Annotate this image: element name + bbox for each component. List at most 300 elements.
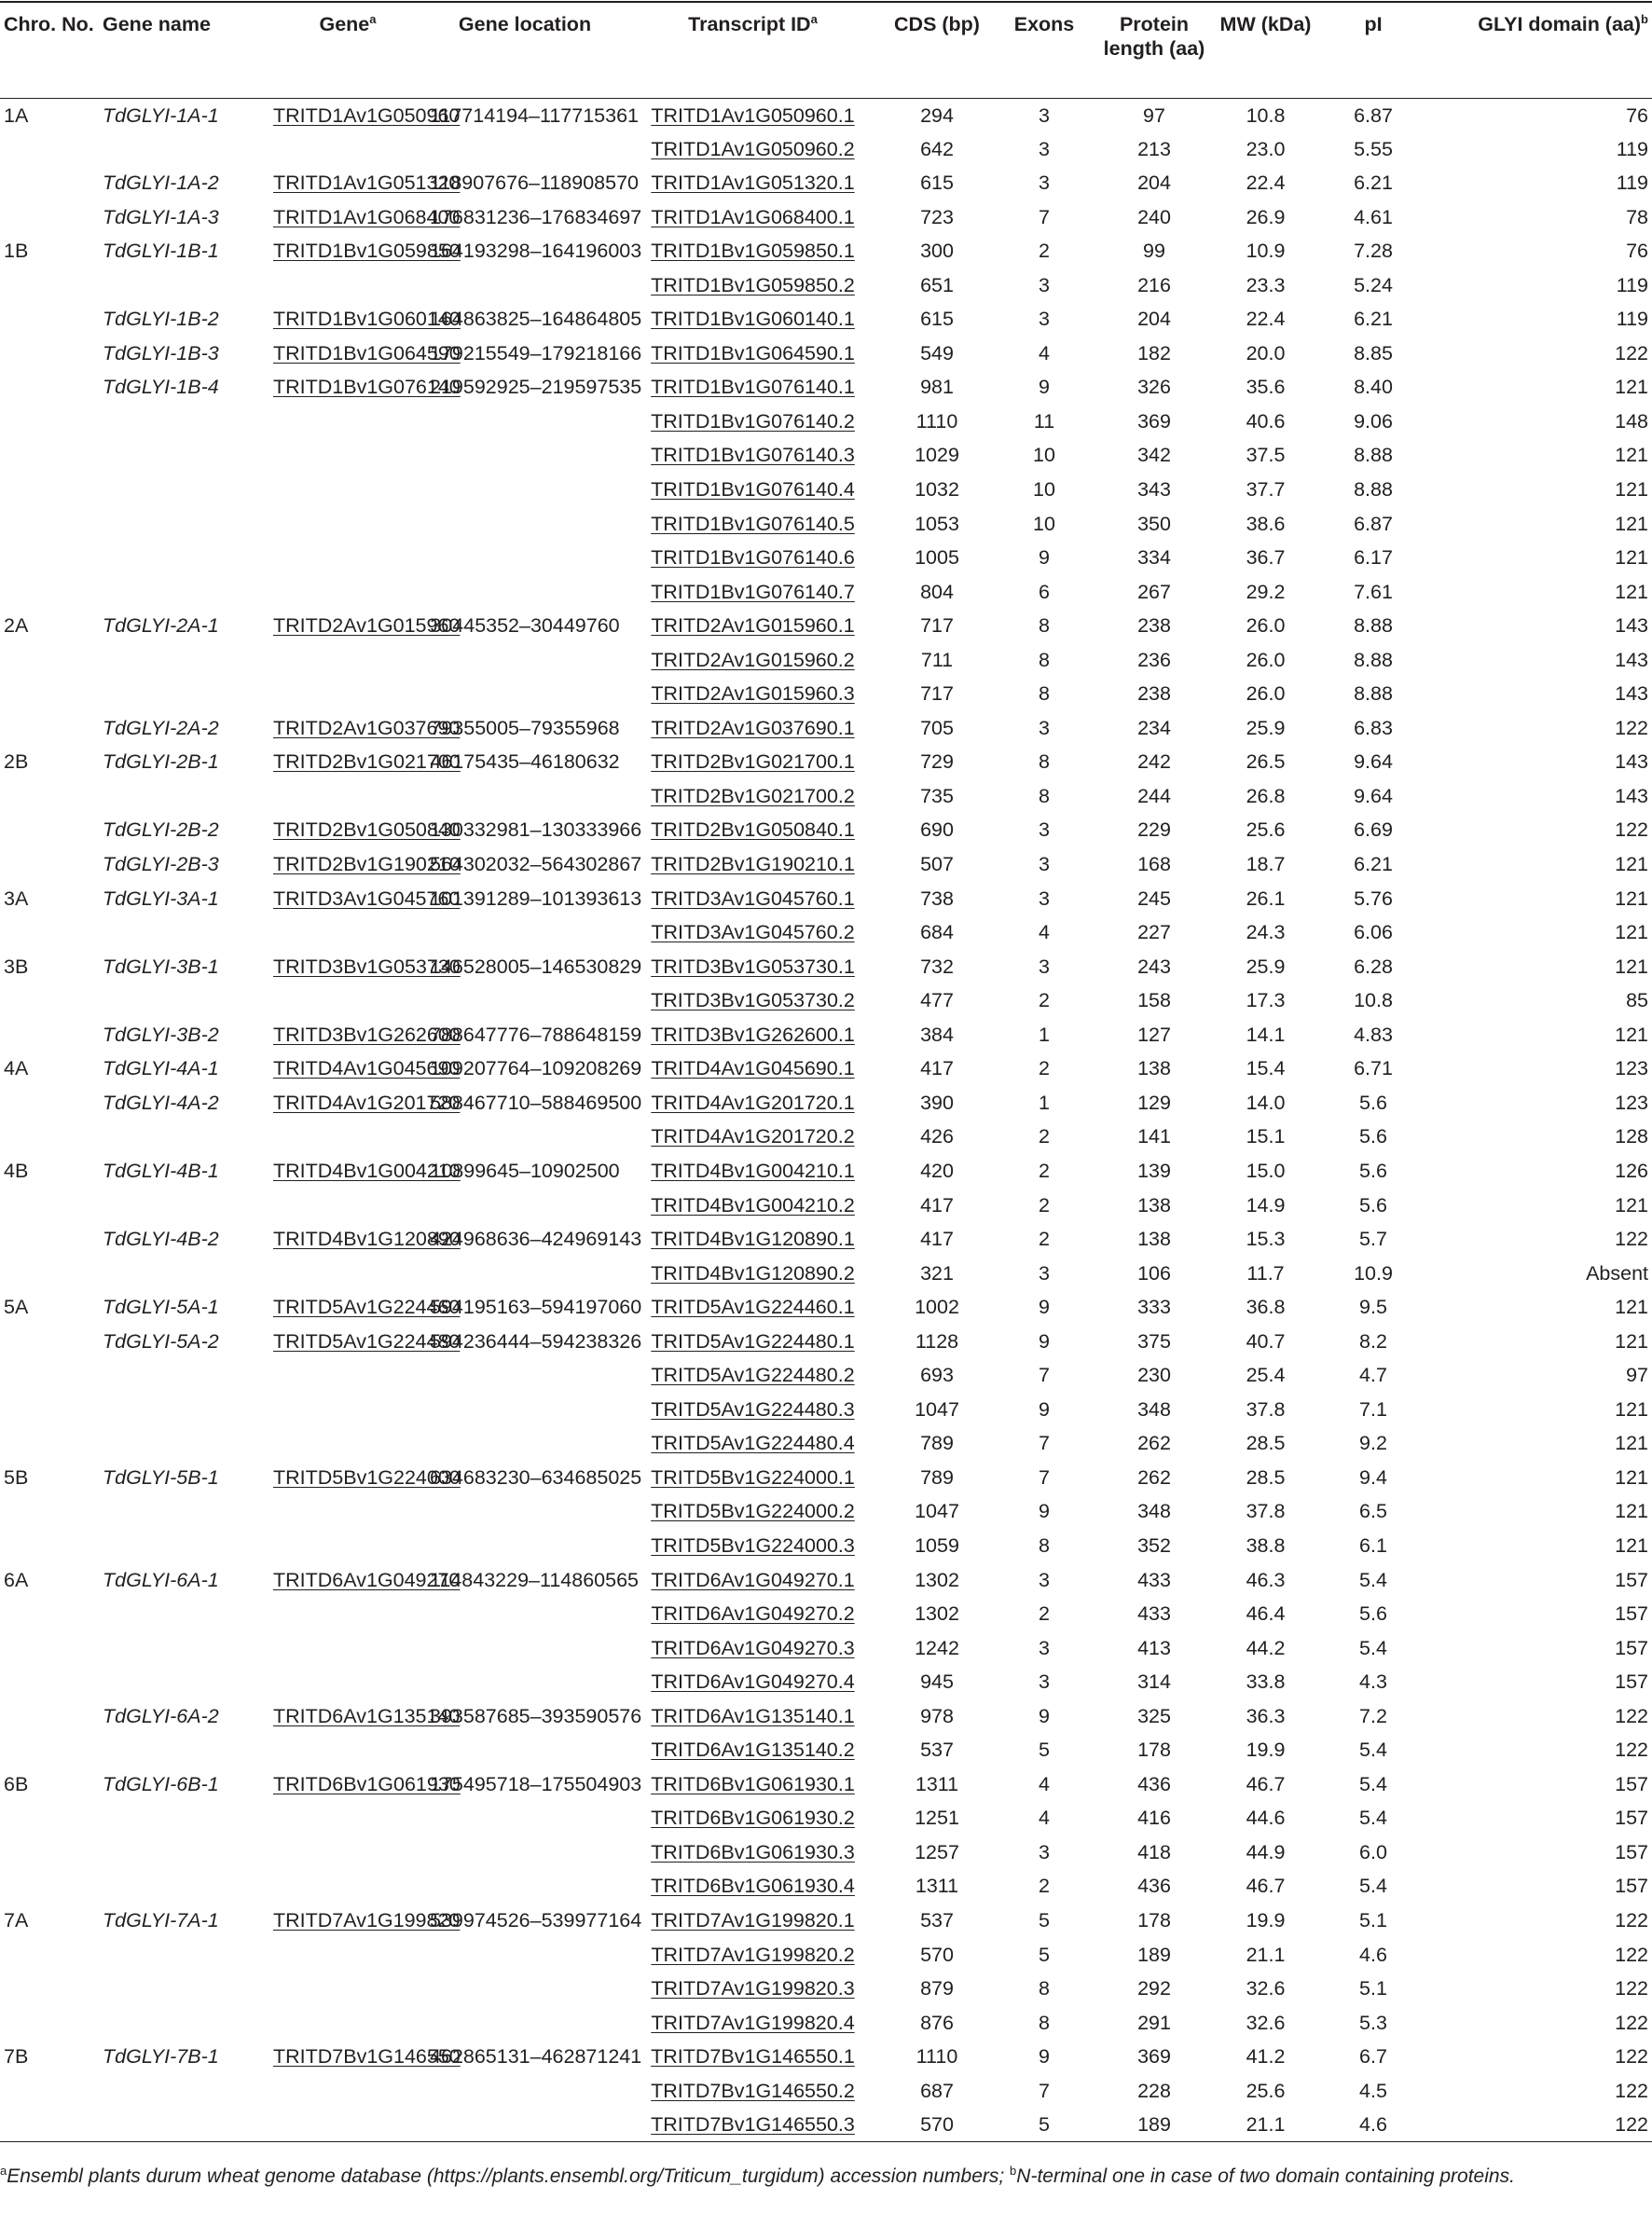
cell-mw: 44.9 bbox=[1246, 1840, 1286, 1863]
cell-chromosome bbox=[0, 1665, 99, 1699]
gene-accession-link[interactable]: TRITD2Av1G015960 bbox=[273, 614, 461, 638]
gene-accession-link[interactable]: TRITD7Bv1G146550 bbox=[273, 2045, 461, 2069]
transcript-accession-link[interactable]: TRITD3Bv1G053730.1 bbox=[651, 955, 855, 978]
transcript-accession-link[interactable]: TRITD7Av1G199820.1 bbox=[651, 1908, 855, 1931]
gene-accession-link[interactable]: TRITD5Bv1G224000 bbox=[273, 1465, 461, 1489]
cell-cds: 1029 bbox=[915, 444, 959, 467]
cell-transcript-link bbox=[624, 983, 882, 1018]
cell-gene-location bbox=[426, 438, 624, 473]
cell-gene-link bbox=[269, 541, 426, 575]
cell-transcript-link bbox=[624, 847, 882, 882]
cell-pi: 5.3 bbox=[1359, 2011, 1387, 2034]
cell-gene-name bbox=[99, 677, 269, 711]
cell-glyi-domain: 121 bbox=[1615, 1397, 1648, 1421]
cell-exons: 8 bbox=[1039, 1977, 1050, 2000]
cell-cds: 1047 bbox=[915, 1500, 959, 1523]
cell-mw: 15.4 bbox=[1246, 1057, 1286, 1080]
cell-mw: 44.6 bbox=[1246, 1807, 1286, 1830]
cell-glyi-domain: 121 bbox=[1615, 1465, 1648, 1489]
cell-glyi-domain: 122 bbox=[1427, 2108, 1652, 2142]
cell-transcript-link bbox=[624, 438, 882, 473]
cell-exons: 9 bbox=[1039, 1500, 1050, 1523]
cell-gene-link bbox=[269, 779, 426, 814]
table-row bbox=[0, 1597, 1652, 1631]
cell-mw: 37.8 bbox=[1246, 1397, 1286, 1421]
cell-transcript-link bbox=[624, 473, 882, 507]
cell-exons: 9 bbox=[1039, 1704, 1050, 1727]
cell-cds: 711 bbox=[920, 648, 954, 671]
transcript-accession-link[interactable]: TRITD5Av1G224460.1 bbox=[651, 1296, 855, 1319]
cell-gene-name bbox=[99, 643, 269, 678]
cell-cds: 789 bbox=[920, 1465, 954, 1489]
cell-transcript-link bbox=[624, 1494, 882, 1529]
cell-glyi-domain: 122 bbox=[1615, 1943, 1648, 1966]
cell-chromosome bbox=[0, 847, 99, 882]
gene-accession-link[interactable]: TRITD5Av1G224480 bbox=[273, 1329, 461, 1353]
table-row bbox=[0, 1904, 1652, 1938]
transcript-accession-link[interactable]: TRITD1Av1G050960.1 bbox=[651, 103, 855, 127]
transcript-accession-link[interactable]: TRITD6Av1G049270.4 bbox=[651, 1670, 855, 1694]
transcript-accession-link[interactable]: TRITD1Av1G068400.1 bbox=[651, 205, 855, 228]
cell-glyi-domain: 122 bbox=[1615, 1704, 1648, 1727]
cell-protein-length: 106 bbox=[1137, 1261, 1171, 1285]
cell-chromosome bbox=[0, 1120, 99, 1154]
cell-pi: 6.87 bbox=[1354, 512, 1393, 535]
cell-gene-location bbox=[426, 1426, 624, 1461]
table-row bbox=[0, 98, 1652, 132]
cell-cds: 420 bbox=[920, 1159, 954, 1182]
cell-transcript-link bbox=[624, 1665, 882, 1699]
transcript-accession-link[interactable]: TRITD1Bv1G076140.5 bbox=[651, 512, 855, 535]
table-body bbox=[0, 98, 1652, 2142]
gene-accession-link[interactable]: TRITD1Bv1G060140 bbox=[273, 308, 461, 331]
gene-accession-link[interactable]: TRITD4Bv1G120890 bbox=[273, 1228, 461, 1251]
cell-cds: 1302 bbox=[915, 1602, 959, 1626]
cell-protein-length: 204 bbox=[1137, 172, 1171, 195]
cell-gene-link bbox=[269, 1835, 426, 1870]
transcript-accession-link[interactable]: TRITD7Bv1G146550.2 bbox=[651, 2079, 855, 2102]
cell-gene-name bbox=[99, 1938, 269, 1973]
table-row bbox=[0, 1222, 1652, 1257]
cell-gene-name bbox=[99, 1494, 269, 1529]
transcript-accession-link[interactable]: TRITD5Av1G224480.2 bbox=[651, 1364, 855, 1387]
cell-chromosome: 1A bbox=[4, 103, 29, 127]
cell-chromosome bbox=[0, 1597, 99, 1631]
cell-gene-location: 564302032–564302867 bbox=[430, 853, 642, 876]
gene-accession-link[interactable]: TRITD7Av1G199820 bbox=[273, 1908, 461, 1931]
transcript-accession-link[interactable]: TRITD6Av1G049270.1 bbox=[651, 1568, 855, 1591]
gene-accession-link[interactable]: TRITD4Av1G201720 bbox=[273, 1091, 461, 1114]
cell-mw: 29.2 bbox=[1246, 580, 1286, 603]
transcript-accession-link[interactable]: TRITD1Bv1G059850.2 bbox=[651, 273, 855, 296]
cell-protein-length: 245 bbox=[1137, 887, 1171, 910]
header-gene-location: Gene location bbox=[426, 2, 624, 98]
cell-transcript-link bbox=[624, 507, 882, 542]
cell-protein-length: 413 bbox=[1137, 1636, 1171, 1659]
transcript-accession-link[interactable]: TRITD6Bv1G061930.1 bbox=[651, 1772, 855, 1795]
transcript-accession-link[interactable]: TRITD5Bv1G224000.2 bbox=[651, 1500, 855, 1523]
cell-gene-link bbox=[269, 1222, 461, 1257]
cell-pi: 9.06 bbox=[1354, 409, 1393, 433]
cell-protein-length: 97 bbox=[1143, 103, 1165, 127]
cell-glyi-domain: 121 bbox=[1615, 376, 1648, 399]
transcript-accession-link[interactable]: TRITD2Bv1G190210.1 bbox=[651, 853, 855, 876]
cell-transcript-link bbox=[624, 268, 882, 303]
cell-mw: 32.6 bbox=[1246, 2011, 1286, 2034]
cell-glyi-domain: 121 bbox=[1615, 1432, 1648, 1455]
cell-transcript-link bbox=[624, 882, 882, 916]
cell-gene-link bbox=[269, 1120, 426, 1154]
transcript-accession-link[interactable]: TRITD1Bv1G059850.1 bbox=[651, 240, 855, 263]
transcript-accession-link[interactable]: TRITD4Av1G201720.1 bbox=[651, 1091, 855, 1114]
cell-transcript-link bbox=[624, 1325, 882, 1359]
cell-gene-location bbox=[426, 1529, 624, 1563]
cell-cds: 981 bbox=[920, 376, 954, 399]
cell-protein-length: 141 bbox=[1137, 1125, 1171, 1148]
cell-gene-link bbox=[269, 1052, 461, 1086]
cell-gene-name bbox=[99, 1972, 269, 2006]
transcript-accession-link[interactable]: TRITD3Bv1G053730.2 bbox=[651, 989, 855, 1012]
cell-chromosome bbox=[0, 983, 99, 1018]
cell-protein-length: 238 bbox=[1137, 614, 1171, 638]
cell-gene-location: 101391289–101393613 bbox=[430, 887, 642, 910]
cell-pi: 5.55 bbox=[1354, 137, 1393, 160]
cell-transcript-link bbox=[624, 1631, 882, 1666]
cell-protein-length: 243 bbox=[1137, 955, 1171, 978]
cell-exons: 2 bbox=[1039, 1875, 1050, 1898]
cell-exons: 8 bbox=[1039, 682, 1050, 706]
gene-accession-link[interactable]: TRITD3Av1G045760 bbox=[273, 887, 461, 910]
cell-gene-name: TdGLYI-3A-1 bbox=[103, 887, 219, 910]
cell-protein-length: 138 bbox=[1137, 1057, 1171, 1080]
transcript-accession-link[interactable]: TRITD6Bv1G061930.3 bbox=[651, 1840, 855, 1863]
cell-protein-length: 127 bbox=[1137, 1023, 1171, 1046]
transcript-accession-link[interactable]: TRITD1Bv1G076140.4 bbox=[651, 478, 855, 502]
gene-accession-link[interactable]: TRITD1Bv1G076140 bbox=[273, 376, 461, 399]
transcript-accession-link[interactable]: TRITD7Bv1G146550.3 bbox=[651, 2113, 855, 2137]
cell-transcript-link bbox=[624, 2040, 882, 2074]
cell-gene-link bbox=[269, 847, 461, 882]
transcript-accession-link[interactable]: TRITD6Bv1G061930.2 bbox=[651, 1807, 855, 1830]
cell-cds: 549 bbox=[920, 341, 954, 364]
transcript-accession-link[interactable]: TRITD7Av1G199820.2 bbox=[651, 1943, 855, 1966]
table-row bbox=[0, 234, 1652, 268]
cell-chromosome: 6B bbox=[4, 1772, 29, 1795]
cell-exons: 1 bbox=[1039, 1091, 1050, 1114]
transcript-accession-link[interactable]: TRITD3Bv1G262600.1 bbox=[651, 1023, 855, 1046]
cell-exons: 3 bbox=[1039, 1261, 1050, 1285]
cell-exons: 2 bbox=[1039, 989, 1050, 1012]
cell-cds: 615 bbox=[920, 172, 954, 195]
cell-gene-link bbox=[269, 1189, 426, 1223]
gene-accession-link[interactable]: TRITD6Bv1G061930 bbox=[273, 1772, 461, 1795]
cell-chromosome bbox=[0, 1801, 99, 1835]
transcript-accession-link[interactable]: TRITD1Bv1G076140.2 bbox=[651, 409, 855, 433]
transcript-accession-link[interactable]: TRITD1Av1G050960.2 bbox=[651, 137, 855, 160]
transcript-accession-link[interactable]: TRITD4Bv1G004210.2 bbox=[651, 1193, 855, 1217]
cell-pi: 5.6 bbox=[1359, 1193, 1387, 1217]
transcript-accession-link[interactable]: TRITD7Av1G199820.3 bbox=[651, 1977, 855, 2000]
cell-gene-name bbox=[99, 915, 269, 950]
cell-cds: 642 bbox=[920, 137, 954, 160]
cell-mw: 36.3 bbox=[1246, 1704, 1286, 1727]
table-row bbox=[0, 847, 1652, 882]
transcript-accession-link[interactable]: TRITD6Bv1G061930.4 bbox=[651, 1875, 855, 1898]
cell-mw: 18.7 bbox=[1246, 853, 1286, 876]
gene-accession-link[interactable]: TRITD1Bv1G059850 bbox=[273, 240, 461, 263]
transcript-accession-link[interactable]: TRITD1Bv1G076140.6 bbox=[651, 546, 855, 570]
cell-mw: 26.0 bbox=[1246, 614, 1286, 638]
cell-protein-length: 228 bbox=[1137, 2079, 1171, 2102]
cell-exons: 10 bbox=[1033, 478, 1055, 502]
cell-gene-location: 634683230–634685025 bbox=[430, 1465, 642, 1489]
cell-pi: 9.5 bbox=[1359, 1296, 1387, 1319]
cell-chromosome bbox=[0, 337, 99, 371]
transcript-accession-link[interactable]: TRITD2Bv1G021700.1 bbox=[651, 750, 855, 774]
transcript-accession-link[interactable]: TRITD6Av1G135140.1 bbox=[651, 1704, 855, 1727]
cell-gene-location bbox=[426, 575, 624, 610]
cell-mw: 41.2 bbox=[1246, 2045, 1286, 2069]
cell-mw: 15.1 bbox=[1246, 1125, 1286, 1148]
transcript-accession-link[interactable]: TRITD5Bv1G224000.3 bbox=[651, 1533, 855, 1557]
cell-gene-link bbox=[269, 1938, 426, 1973]
transcript-accession-link[interactable]: TRITD7Av1G199820.4 bbox=[651, 2011, 855, 2034]
cell-chromosome bbox=[0, 1426, 99, 1461]
header-chro: Chro. No. bbox=[0, 2, 99, 98]
transcript-accession-link[interactable]: TRITD2Bv1G050840.1 bbox=[651, 818, 855, 842]
table-row bbox=[0, 166, 1652, 200]
cell-gene-name: TdGLYI-5B-1 bbox=[103, 1465, 219, 1489]
cell-gene-link bbox=[269, 166, 461, 200]
transcript-accession-link[interactable]: TRITD6Av1G135140.2 bbox=[651, 1739, 855, 1762]
transcript-accession-link[interactable]: TRITD1Bv1G076140.1 bbox=[651, 376, 855, 399]
cell-mw: 38.6 bbox=[1246, 512, 1286, 535]
cell-cds: 507 bbox=[920, 853, 954, 876]
transcript-accession-link[interactable]: TRITD3Av1G045760.1 bbox=[651, 887, 855, 910]
cell-chromosome bbox=[0, 1972, 99, 2006]
cell-transcript-link bbox=[624, 1904, 882, 1938]
cell-gene-location bbox=[426, 132, 624, 167]
transcript-accession-link[interactable]: TRITD7Bv1G146550.1 bbox=[651, 2045, 855, 2069]
cell-protein-length: 334 bbox=[1137, 546, 1171, 570]
cell-gene-location bbox=[426, 473, 624, 507]
cell-exons: 2 bbox=[1039, 1602, 1050, 1626]
header-exons: Exons bbox=[992, 2, 1096, 98]
cell-gene-location: 175495718–175504903 bbox=[430, 1772, 642, 1795]
cell-glyi-domain: 143 bbox=[1615, 682, 1648, 706]
cell-pi: 4.6 bbox=[1359, 1943, 1387, 1966]
cell-protein-length: 138 bbox=[1137, 1193, 1171, 1217]
cell-transcript-link bbox=[624, 166, 882, 200]
gene-accession-link[interactable]: TRITD1Av1G050960 bbox=[273, 103, 461, 127]
cell-glyi-domain: 119 bbox=[1616, 137, 1648, 160]
cell-gene-location: 179215549–179218166 bbox=[430, 341, 642, 364]
cell-gene-link bbox=[269, 1665, 426, 1699]
cell-protein-length: 178 bbox=[1137, 1739, 1171, 1762]
cell-gene-name: TdGLYI-3B-2 bbox=[103, 1023, 219, 1046]
cell-gene-location: 109207764–109208269 bbox=[430, 1057, 642, 1080]
gene-accession-link[interactable]: TRITD4Bv1G004210 bbox=[273, 1159, 461, 1182]
cell-chromosome bbox=[0, 268, 99, 303]
cell-gene-link bbox=[269, 1358, 426, 1393]
cell-mw: 26.0 bbox=[1246, 648, 1286, 671]
cell-transcript-link bbox=[624, 1767, 882, 1802]
cell-transcript-link bbox=[624, 1052, 882, 1086]
transcript-accession-link[interactable]: TRITD2Av1G015960.1 bbox=[651, 614, 855, 638]
transcript-accession-link[interactable]: TRITD5Av1G224480.4 bbox=[651, 1432, 855, 1455]
cell-mw: 22.4 bbox=[1246, 172, 1286, 195]
cell-chromosome: 4A bbox=[4, 1057, 29, 1080]
gene-accession-link[interactable]: TRITD2Bv1G021700 bbox=[273, 750, 461, 774]
gene-accession-link[interactable]: TRITD1Av1G051320 bbox=[273, 172, 461, 195]
cell-chromosome: 3B bbox=[4, 955, 29, 978]
cell-gene-location bbox=[426, 2074, 624, 2109]
cell-glyi-domain: 121 bbox=[1615, 921, 1648, 944]
cell-exons: 10 bbox=[1033, 444, 1055, 467]
cell-glyi-domain: 119 bbox=[1616, 308, 1648, 331]
cell-pi: 6.17 bbox=[1354, 546, 1393, 570]
transcript-accession-link[interactable]: TRITD5Bv1G224000.1 bbox=[651, 1465, 855, 1489]
cell-glyi-domain: 157 bbox=[1615, 1636, 1648, 1659]
cell-gene-location: 30445352–30449760 bbox=[430, 614, 620, 638]
transcript-accession-link[interactable]: TRITD5Av1G224480.3 bbox=[651, 1397, 855, 1421]
cell-gene-link bbox=[269, 1154, 461, 1189]
cell-pi: 6.21 bbox=[1354, 172, 1393, 195]
cell-pi: 6.71 bbox=[1354, 1057, 1393, 1080]
cell-transcript-link bbox=[624, 2108, 882, 2142]
transcript-accession-link[interactable]: TRITD1Av1G051320.1 bbox=[651, 172, 855, 195]
cell-transcript-link bbox=[624, 1426, 882, 1461]
gene-accession-link[interactable]: TRITD4Av1G045690 bbox=[273, 1057, 461, 1080]
transcript-accession-link[interactable]: TRITD4Bv1G120890.2 bbox=[651, 1261, 855, 1285]
cell-gene-link bbox=[269, 575, 426, 610]
transcript-accession-link[interactable]: TRITD1Bv1G076140.7 bbox=[651, 580, 855, 603]
transcript-accession-link[interactable]: TRITD1Bv1G076140.3 bbox=[651, 444, 855, 467]
table-row bbox=[0, 1461, 1652, 1495]
transcript-accession-link[interactable]: TRITD1Bv1G064590.1 bbox=[651, 341, 855, 364]
cell-protein-length: 348 bbox=[1137, 1397, 1171, 1421]
cell-protein-length: 326 bbox=[1137, 376, 1171, 399]
cell-mw: 44.2 bbox=[1246, 1636, 1286, 1659]
transcript-accession-link[interactable]: TRITD2Av1G037690.1 bbox=[651, 716, 855, 739]
cell-pi: 8.88 bbox=[1354, 444, 1393, 467]
cell-transcript-link bbox=[624, 1222, 882, 1257]
cell-mw: 26.9 bbox=[1246, 205, 1286, 228]
gene-accession-link[interactable]: TRITD2Bv1G190210 bbox=[273, 853, 461, 876]
transcript-accession-link[interactable]: TRITD1Bv1G060140.1 bbox=[651, 308, 855, 331]
transcript-accession-link[interactable]: TRITD4Bv1G004210.1 bbox=[651, 1159, 855, 1182]
cell-mw: 26.8 bbox=[1246, 784, 1286, 807]
cell-gene-link bbox=[269, 1494, 426, 1529]
cell-gene-location bbox=[426, 1733, 624, 1767]
cell-glyi-domain: 76 bbox=[1626, 240, 1648, 263]
cell-gene-name bbox=[99, 1631, 269, 1666]
cell-exons: 9 bbox=[1039, 1329, 1050, 1353]
table-row bbox=[0, 983, 1652, 1018]
cell-protein-length: 234 bbox=[1137, 716, 1171, 739]
header-transcript-id: Transcript $ID^a$ bbox=[624, 2, 882, 98]
transcript-accession-link[interactable]: TRITD4Av1G201720.2 bbox=[651, 1125, 855, 1148]
cell-exons: 7 bbox=[1039, 1364, 1050, 1387]
cell-glyi-domain: 85 bbox=[1626, 989, 1648, 1012]
cell-mw: 38.8 bbox=[1246, 1533, 1286, 1557]
gene-accession-link[interactable]: TRITD3Bv1G262600 bbox=[273, 1023, 461, 1046]
transcript-accession-link[interactable]: TRITD3Av1G045760.2 bbox=[651, 921, 855, 944]
gene-accession-link[interactable]: TRITD2Av1G037690 bbox=[273, 716, 461, 739]
cell-protein-length: 436 bbox=[1137, 1875, 1171, 1898]
cell-chromosome bbox=[0, 1835, 99, 1870]
cell-exons: 2 bbox=[1039, 1193, 1050, 1217]
cell-mw: 26.5 bbox=[1246, 750, 1286, 774]
transcript-accession-link[interactable]: TRITD6Av1G049270.3 bbox=[651, 1636, 855, 1659]
cell-cds: 1005 bbox=[915, 546, 959, 570]
cell-gene-name: TdGLYI-1B-2 bbox=[103, 308, 219, 331]
cell-pi: 4.83 bbox=[1354, 1023, 1393, 1046]
cell-cds: 687 bbox=[920, 2079, 954, 2102]
cell-chromosome: 5A bbox=[4, 1296, 29, 1319]
transcript-accession-link[interactable]: TRITD2Av1G015960.2 bbox=[651, 648, 855, 671]
gene-accession-link[interactable]: TRITD3Bv1G053730 bbox=[273, 955, 461, 978]
cell-gene-location bbox=[426, 1189, 624, 1223]
table-row bbox=[0, 1972, 1652, 2006]
cell-protein-length: 238 bbox=[1137, 682, 1171, 706]
cell-exons: 3 bbox=[1039, 172, 1050, 195]
cell-pi: 7.61 bbox=[1354, 580, 1393, 603]
cell-gene-location bbox=[426, 677, 624, 711]
cell-cds: 693 bbox=[920, 1364, 954, 1387]
cell-gene-link bbox=[269, 1393, 426, 1427]
cell-gene-location: 10899645–10902500 bbox=[430, 1159, 620, 1182]
cell-exons: 3 bbox=[1039, 103, 1050, 127]
cell-cds: 1110 bbox=[915, 2045, 958, 2069]
cell-protein-length: 236 bbox=[1137, 648, 1171, 671]
cell-mw: 22.4 bbox=[1246, 308, 1286, 331]
cell-gene-location bbox=[426, 1938, 624, 1973]
cell-transcript-link bbox=[624, 1938, 882, 1973]
gene-accession-link[interactable]: TRITD5Av1G224460 bbox=[273, 1296, 461, 1319]
transcript-accession-link[interactable]: TRITD6Av1G049270.2 bbox=[651, 1602, 855, 1626]
cell-gene-location bbox=[426, 1801, 624, 1835]
cell-gene-link bbox=[269, 473, 426, 507]
transcript-accession-link[interactable]: TRITD5Av1G224480.1 bbox=[651, 1329, 855, 1353]
cell-pi: 5.6 bbox=[1359, 1125, 1387, 1148]
cell-transcript-link bbox=[624, 575, 882, 610]
gene-accession-link[interactable]: TRITD1Av1G068400 bbox=[273, 205, 461, 228]
cell-exons: 8 bbox=[1039, 1533, 1050, 1557]
cell-pi: 6.87 bbox=[1354, 103, 1393, 127]
cell-pi: 6.83 bbox=[1354, 716, 1393, 739]
cell-gene-link bbox=[269, 302, 461, 337]
transcript-accession-link[interactable]: TRITD2Bv1G021700.2 bbox=[651, 784, 855, 807]
cell-mw: 36.7 bbox=[1246, 546, 1286, 570]
cell-pi: 9.64 bbox=[1354, 784, 1393, 807]
cell-glyi-domain: 121 bbox=[1615, 546, 1648, 570]
cell-exons: 9 bbox=[1039, 546, 1050, 570]
cell-exons: 9 bbox=[1039, 2045, 1050, 2069]
gene-accession-link[interactable]: TRITD2Bv1G050840 bbox=[273, 818, 461, 842]
cell-transcript-link bbox=[624, 1290, 882, 1325]
transcript-accession-link[interactable]: TRITD4Av1G045690.1 bbox=[651, 1057, 855, 1080]
gene-accession-link[interactable]: TRITD6Av1G049270 bbox=[273, 1568, 461, 1591]
cell-gene-name: TdGLYI-6A-2 bbox=[103, 1704, 219, 1727]
transcript-accession-link[interactable]: TRITD2Av1G015960.3 bbox=[651, 682, 855, 706]
cell-protein-length: 436 bbox=[1137, 1772, 1171, 1795]
cell-mw: 40.7 bbox=[1246, 1329, 1286, 1353]
gene-accession-link[interactable]: TRITD6Av1G135140 bbox=[273, 1704, 461, 1727]
transcript-accession-link[interactable]: TRITD4Bv1G120890.1 bbox=[651, 1228, 855, 1251]
cell-glyi-domain: 122 bbox=[1615, 2045, 1648, 2069]
gene-accession-link[interactable]: TRITD1Bv1G064590 bbox=[273, 341, 461, 364]
